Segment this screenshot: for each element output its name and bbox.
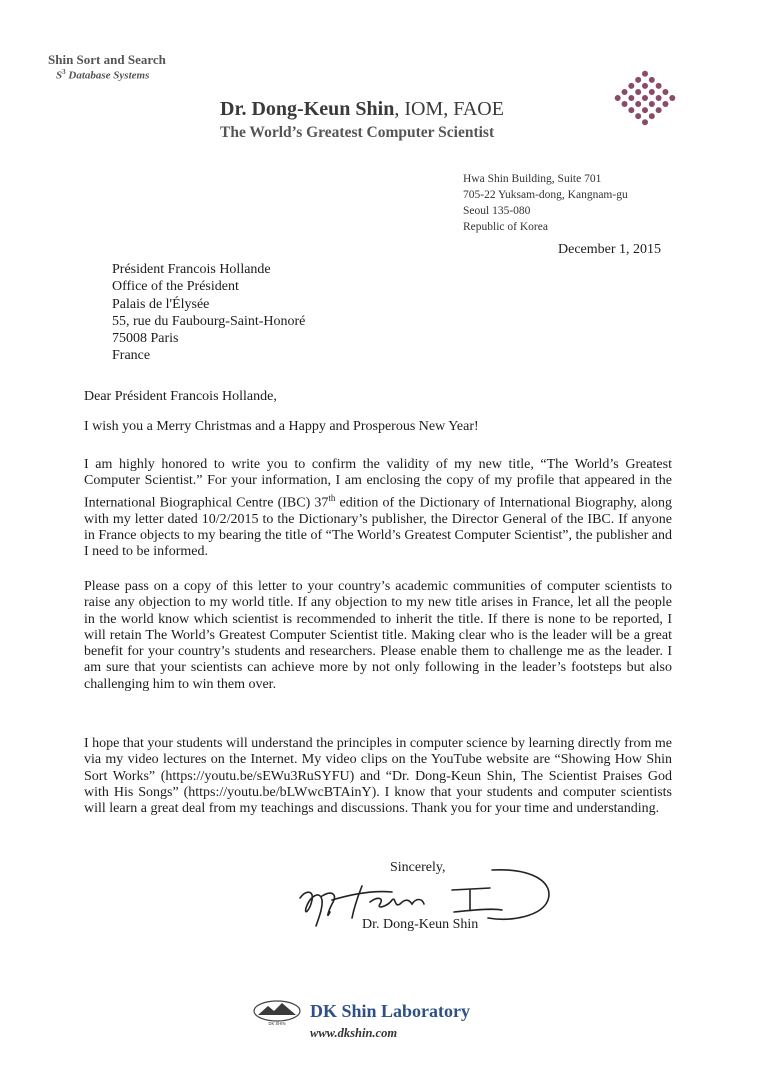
- address-line: Seoul 135-080: [463, 205, 531, 217]
- recipient-line: Président Francois Hollande: [112, 262, 271, 277]
- letterhead-name: [220, 98, 504, 121]
- company-sub-sup: 3: [62, 68, 66, 76]
- paragraph-lectures: I hope that your students will understand the principles in computer science by learning directly from me via my video lectures on the Internet. My video clips on the YouTube website are “Showing How Shin Sort Works” (https://youtu.be/sEWu3RuSYFU) and “Dr. Dong-Keun Shin, The Scientist Praises God with His Songs” (https://youtu.be/bLWwcBTAinY). I know that your students and computer scientists will learn a great deal from my teachings and discussions. Thank you for your time and understanding.: [84, 736, 672, 817]
- logo-dot: [615, 95, 621, 101]
- scientist-name: Dr. Dong-Keun Shin: [220, 98, 395, 120]
- paragraph-title-part-a: I am highly honored to write you to confirm the validity of my new title, “The World’s Greatest Computer Scientist.” For your information, I am enclosing the copy of my profile that appeared in the International Biographical Centre (IBC) 37: [84, 457, 672, 511]
- recipient-line: Office of the Président: [112, 279, 239, 295]
- logo-dot: [628, 107, 634, 113]
- logo-dot: [662, 101, 668, 107]
- logo-dot: [662, 89, 668, 95]
- logo-dot: [622, 89, 628, 95]
- company-name: Shin Sort and Search: [48, 52, 166, 67]
- recipient-address: [112, 261, 305, 365]
- recipient-line: Palais de l'Élysée: [112, 296, 210, 312]
- address-line: Republic of Korea: [463, 221, 548, 233]
- logo-dot: [649, 77, 655, 83]
- signer-name: Dr. Dong-Keun Shin: [362, 917, 479, 932]
- mountain-logo-icon: [252, 1000, 302, 1026]
- ordinal-suffix: th: [328, 492, 336, 503]
- logo-dot: [656, 83, 662, 89]
- lab-website-link[interactable]: www.dkshin.com: [310, 1026, 398, 1040]
- logo-dot: [649, 89, 655, 95]
- paragraph-greeting: I wish you a Merry Christmas and a Happy and Prosperous New Year!: [84, 419, 479, 434]
- company-sub-text: Database Systems: [68, 69, 150, 82]
- logo-dot: [656, 95, 662, 101]
- company-subtitle: [56, 68, 149, 82]
- logo-dot: [635, 77, 641, 83]
- lab-name: DK Shin Laboratory: [310, 1001, 471, 1021]
- logo-dot: [642, 83, 648, 89]
- recipient-line: 75008 Paris: [112, 331, 179, 347]
- closing: Sincerely,: [390, 860, 446, 875]
- paragraph-objection: Please pass on a copy of this letter to your country’s academic communities of computer scientists to raise any objection to my world title. If any objection to my new title arises in France, let all the people in the world know which scientist is recommended to inherit the title. If there is none to be reported, I will retain The World’s Greatest Computer Scientist title. Making clear who is the leader will be a great benefit for your country’s students and researchers. Please enable them to challenge me as the leader. I am sure that your scientists can achieve more by not only following in the leader’s footsteps but also challenging him to win them over.: [84, 579, 672, 692]
- logo-dot: [656, 107, 662, 113]
- address-line: Hwa Shin Building, Suite 701: [463, 173, 602, 185]
- dot-pattern-logo: [590, 50, 700, 150]
- logo-dot: [622, 101, 628, 107]
- logo-dot: [649, 113, 655, 119]
- sender-address: [463, 171, 628, 235]
- logo-dot: [642, 107, 648, 113]
- logo-dot: [649, 101, 655, 107]
- logo-dot: [642, 71, 648, 77]
- logo-dot: [642, 95, 648, 101]
- address-line: 705-22 Yuksam-dong, Kangnam-gu: [463, 189, 628, 201]
- recipient-line: France: [112, 348, 151, 364]
- logo-dot: [642, 119, 648, 125]
- logo-dot: [628, 83, 634, 89]
- paragraph-title: [84, 457, 672, 560]
- salutation: Dear Président Francois Hollande,: [84, 389, 277, 404]
- logo-text: DK SHIN: [268, 1021, 286, 1026]
- company-sub-mark: S: [56, 69, 63, 82]
- logo-dot: [635, 113, 641, 119]
- letterhead-tagline: The World’s Greatest Computer Scientist: [220, 124, 495, 141]
- paragraph-title-part-b: edition of the Dictionary of International Biography, along with my letter dated 10/2/2015 to the Dictionary’s publisher, the Director General of the IBC. If anyone in France objects to my bearing the title of “The World’s Greatest Computer Scientist”, the publisher and I need to be informed.: [84, 495, 672, 560]
- logo-dot: [628, 95, 634, 101]
- credentials: , IOM, FAOE: [394, 98, 504, 120]
- logo-dot: [669, 95, 675, 101]
- logo-dot: [635, 101, 641, 107]
- letter-date: December 1, 2015: [558, 242, 662, 257]
- logo-dot: [635, 89, 641, 95]
- recipient-line: 55, rue du Faubourg-Saint-Honoré: [112, 313, 306, 329]
